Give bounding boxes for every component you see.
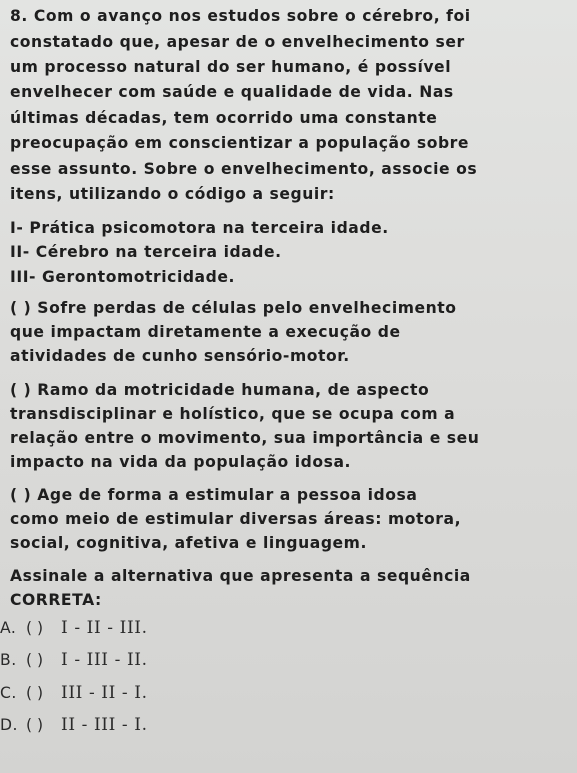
option-c-blank: ( ) bbox=[26, 684, 44, 702]
statement-2-line-1: ( ) Ramo da motricidade humana, de aspecto bbox=[10, 381, 430, 399]
statement-2-line-4: impacto na vida da população idosa. bbox=[10, 453, 352, 471]
statement-2-line-3: relação entre o movimento, sua importância e seu bbox=[10, 429, 480, 447]
option-d-letter: D. bbox=[0, 716, 18, 734]
instruction-line-1: Assinale a alternativa que apresenta a sequência bbox=[10, 567, 471, 585]
option-a[interactable] bbox=[0, 618, 148, 638]
statement-1-line-1: ( ) Sofre perdas de células pelo envelhecimento bbox=[10, 299, 457, 317]
option-d[interactable] bbox=[0, 715, 148, 735]
option-b-sequence: I - III - II. bbox=[61, 650, 148, 670]
statement-1-line-2: que impactam diretamente a execução de bbox=[10, 323, 401, 341]
stem-line-2: constatado que, apesar de o envelhecimento ser bbox=[10, 33, 465, 51]
option-a-blank: ( ) bbox=[26, 619, 44, 637]
statement-3-line-2: como meio de estimular diversas áreas: motora, bbox=[10, 510, 462, 528]
stem-line-7: esse assunto. Sobre o envelhecimento, associe os bbox=[10, 160, 478, 178]
item-i: I- Prática psicomotora na terceira idade. bbox=[10, 219, 389, 237]
statement-1-line-3: atividades de cunho sensório-motor. bbox=[10, 347, 350, 365]
statement-2-line-2: transdisciplinar e holístico, que se ocupa com a bbox=[10, 405, 456, 423]
option-c[interactable] bbox=[0, 683, 148, 703]
option-a-letter: A. bbox=[0, 619, 17, 637]
option-b-letter: B. bbox=[0, 651, 17, 669]
stem-line-3: um processo natural do ser humano, é possível bbox=[10, 58, 452, 76]
statement-3-line-3: social, cognitiva, afetiva e linguagem. bbox=[10, 534, 367, 552]
statement-3-line-1: ( ) Age de forma a estimular a pessoa idosa bbox=[10, 486, 418, 504]
instruction-line-2: CORRETA: bbox=[10, 591, 102, 609]
stem-line-8: itens, utilizando o código a seguir: bbox=[10, 185, 335, 203]
stem-line-1: 8. Com o avanço nos estudos sobre o cérebro, foi bbox=[10, 7, 471, 25]
option-d-sequence: II - III - I. bbox=[61, 715, 148, 735]
stem-line-6: preocupação em conscientizar a população sobre bbox=[10, 134, 470, 152]
option-b-blank: ( ) bbox=[26, 651, 44, 669]
stem-line-4: envelhecer com saúde e qualidade de vida. Nas bbox=[10, 83, 454, 101]
option-d-blank: ( ) bbox=[26, 716, 44, 734]
option-c-sequence: III - II - I. bbox=[61, 683, 148, 703]
item-ii: II- Cérebro na terceira idade. bbox=[10, 243, 282, 261]
option-b[interactable] bbox=[0, 650, 148, 670]
option-a-sequence: I - II - III. bbox=[61, 618, 148, 638]
item-iii: III- Gerontomotricidade. bbox=[10, 268, 235, 286]
stem-line-5: últimas décadas, tem ocorrido uma constante bbox=[10, 109, 438, 127]
option-c-letter: C. bbox=[0, 684, 17, 702]
